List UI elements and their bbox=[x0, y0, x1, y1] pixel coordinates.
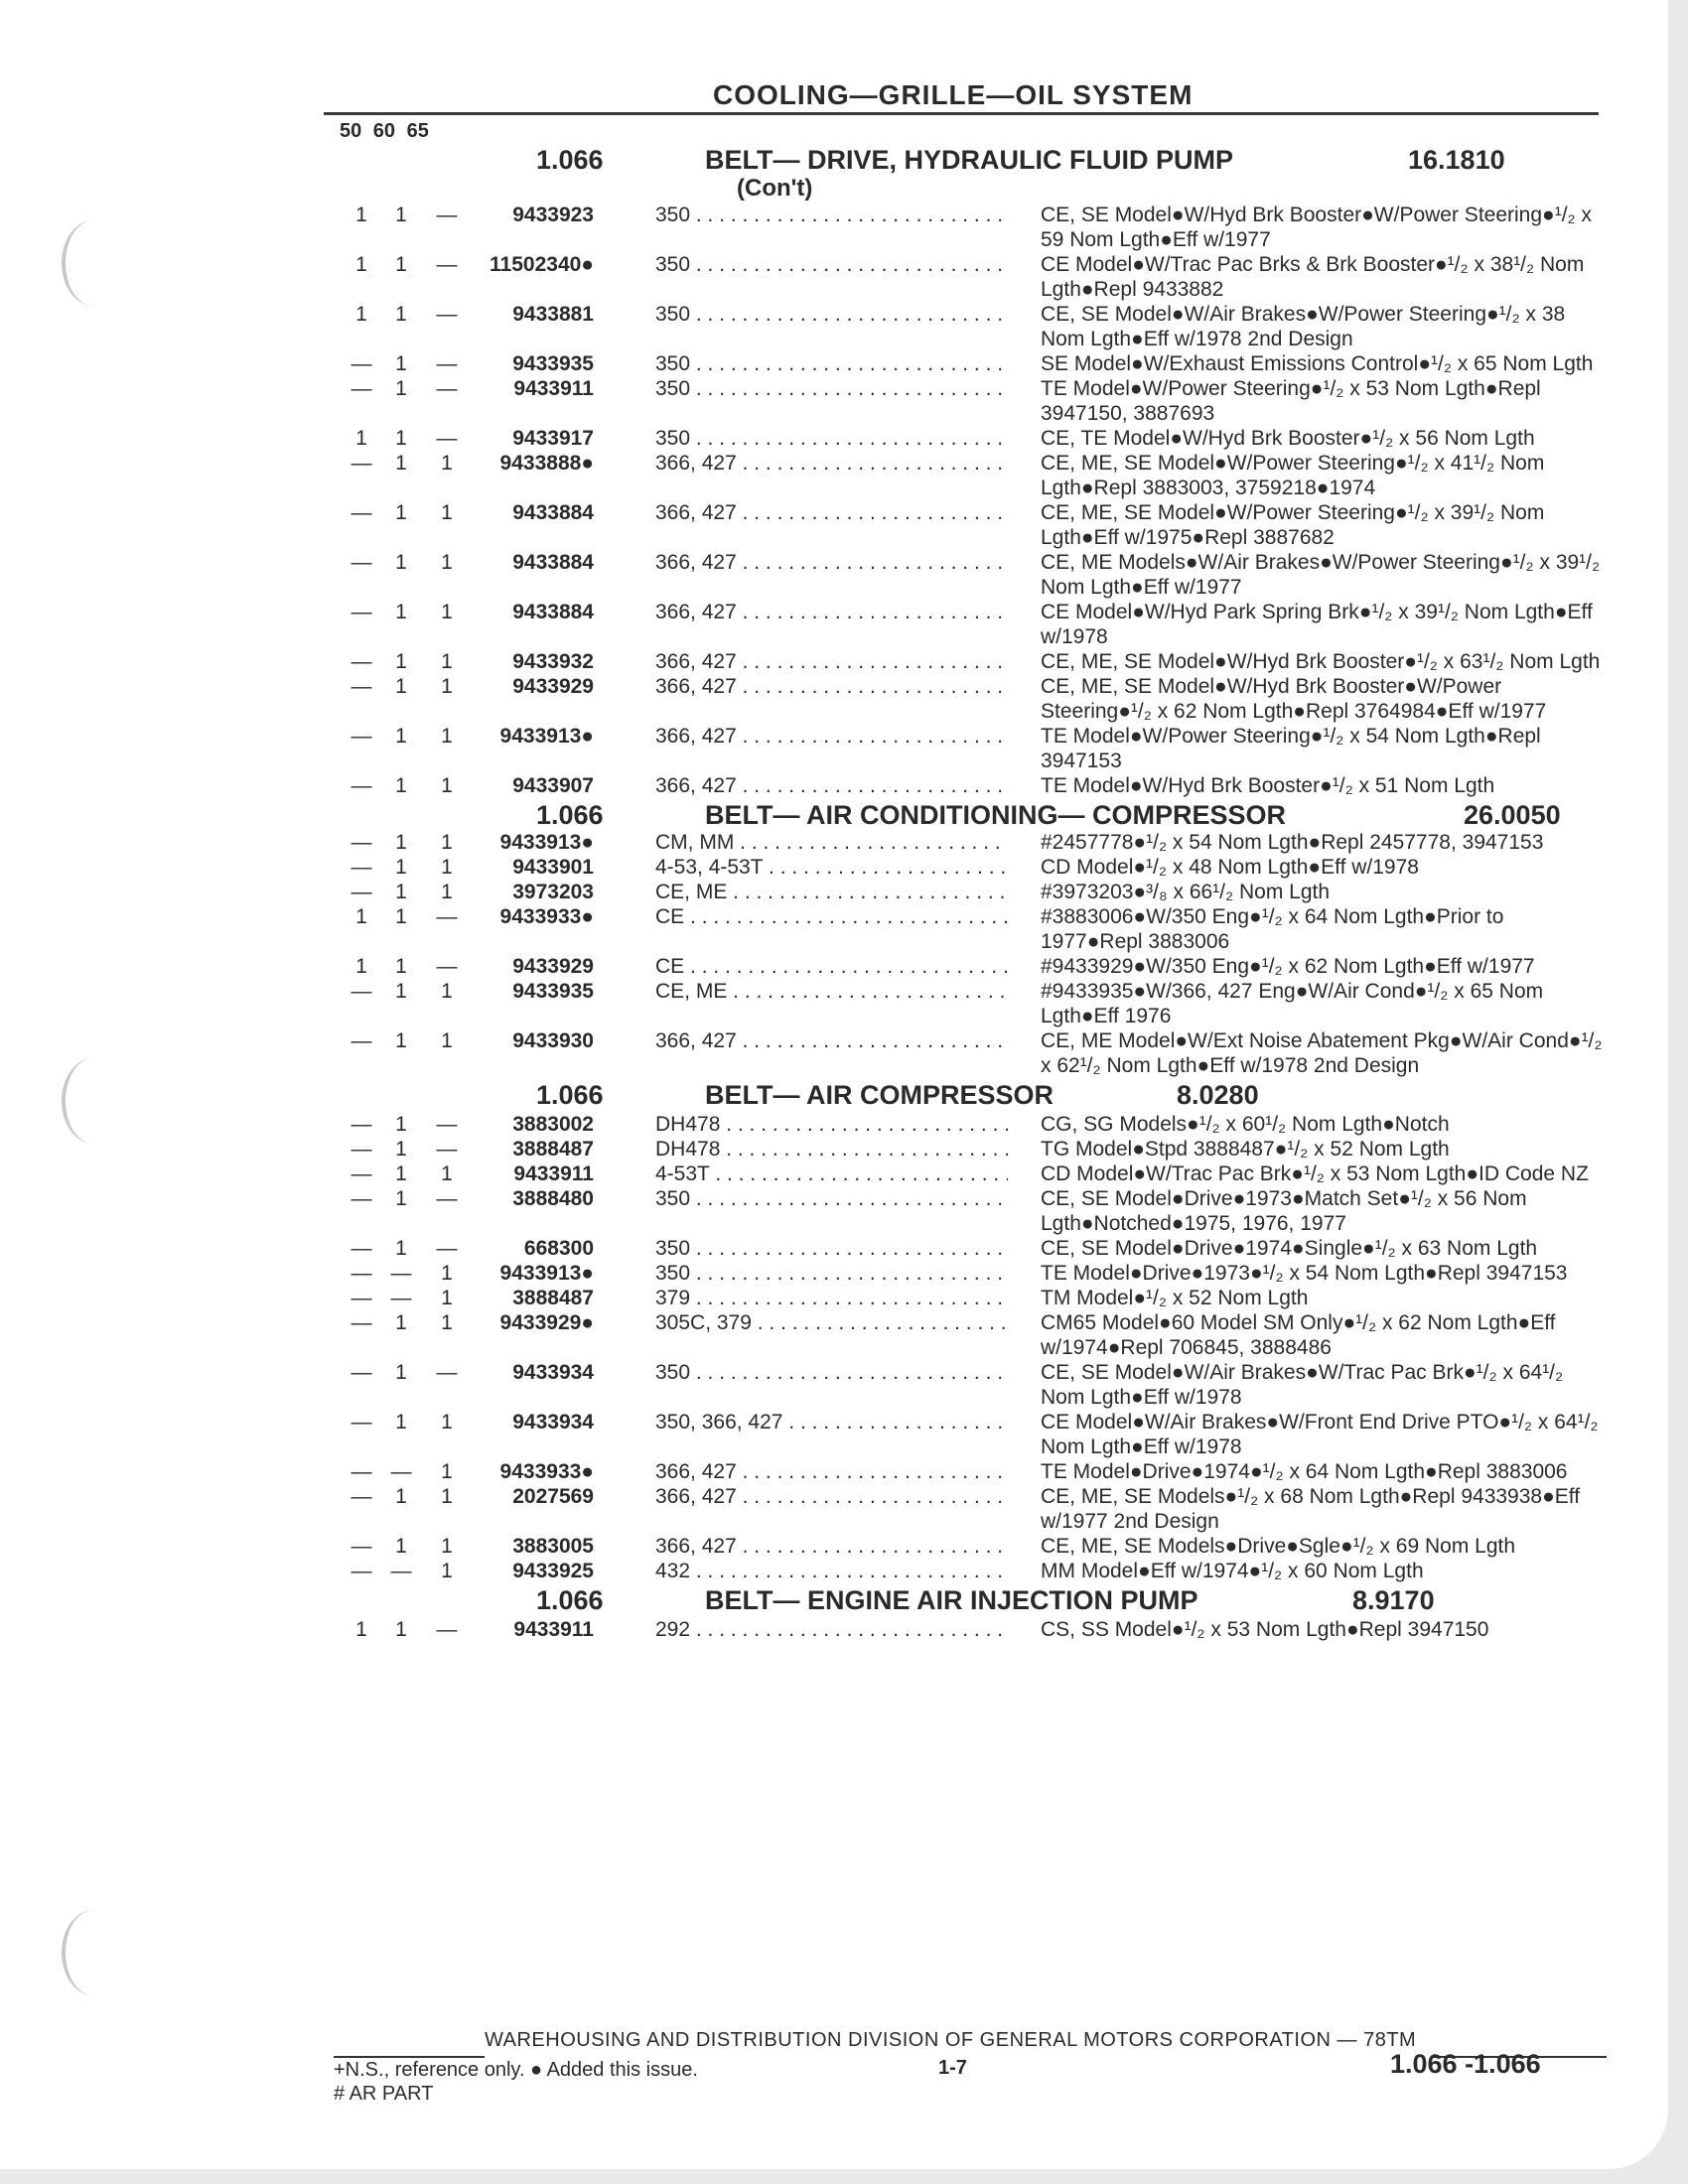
part-description: #3973203●³/₈ x 66¹/₂ Nom Lgth bbox=[1041, 881, 1331, 903]
part-number: 3973203 bbox=[512, 881, 594, 903]
part-number: 11502340● bbox=[490, 253, 594, 276]
qty-65: 1 bbox=[441, 856, 453, 879]
section-number: 1.066 bbox=[536, 145, 604, 175]
part-number: 9433934 bbox=[512, 1361, 594, 1384]
part-number: 9433881 bbox=[512, 303, 594, 326]
qty-65: — bbox=[436, 1361, 458, 1384]
qty-60: 1 bbox=[395, 856, 407, 879]
section-code: 16.1810 bbox=[1408, 145, 1505, 175]
model-applicability: 4-53T . . . bbox=[655, 1161, 1008, 1186]
footer-note-legend: +N.S., reference only. ● Added this issue. bbox=[334, 2059, 698, 2081]
section-header bbox=[0, 145, 1668, 203]
qty-50: — bbox=[351, 1361, 372, 1384]
part-row bbox=[0, 855, 1668, 880]
part-row bbox=[0, 880, 1668, 904]
qty-50: — bbox=[351, 774, 372, 797]
part-number: 9433933● bbox=[499, 1460, 594, 1483]
part-row bbox=[0, 1161, 1668, 1186]
part-row bbox=[0, 1534, 1668, 1559]
part-number: 9433917 bbox=[512, 427, 594, 450]
qty-65: 1 bbox=[441, 1311, 453, 1334]
part-row bbox=[0, 674, 1668, 724]
qty-65: — bbox=[436, 427, 458, 450]
model-applicability: 350 . . . bbox=[655, 302, 1008, 327]
qty-60: 1 bbox=[395, 650, 407, 673]
qty-60: 1 bbox=[395, 377, 407, 400]
qty-50: — bbox=[351, 1460, 372, 1483]
part-row bbox=[0, 500, 1668, 550]
qty-50: — bbox=[351, 856, 372, 879]
model-applicability: 350 . . . bbox=[655, 351, 1008, 376]
part-description: #9433929●W/350 Eng●¹/₂ x 62 Nom Lgth●Eff w/1977 bbox=[1041, 955, 1535, 978]
section-title: BELT— ENGINE AIR INJECTION PUMP bbox=[705, 1585, 1198, 1615]
model-applicability: 292 . . . bbox=[655, 1617, 1008, 1642]
qty-65: 1 bbox=[441, 601, 453, 623]
qty-50: 1 bbox=[355, 905, 367, 928]
qty-65: 1 bbox=[441, 774, 453, 797]
qty-65: 1 bbox=[441, 1560, 453, 1582]
part-description: TE Model●Drive●1974●¹/₂ x 64 Nom Lgth●Repl 3883006 bbox=[1041, 1460, 1568, 1483]
qty-50: — bbox=[351, 1138, 372, 1160]
part-number: 9433929 bbox=[512, 955, 594, 978]
model-applicability: 4-53, 4-53T . . . bbox=[655, 855, 1008, 880]
part-description: CE, ME, SE Models●¹/₂ x 68 Nom Lgth●Repl 9433938●Eff w/1977 2nd Design bbox=[1041, 1485, 1581, 1533]
model-applicability: 350 . . . bbox=[655, 203, 1008, 227]
qty-60: 1 bbox=[395, 1138, 407, 1160]
model-applicability: DH478 . . . bbox=[655, 1137, 1008, 1161]
part-number: 9433934 bbox=[512, 1411, 594, 1433]
model-applicability: CE, ME . . . bbox=[655, 880, 1008, 904]
part-row bbox=[0, 550, 1668, 600]
column-headers: 50 60 65 bbox=[340, 120, 429, 142]
qty-60: 1 bbox=[395, 1618, 407, 1641]
qty-65: 1 bbox=[441, 452, 453, 475]
model-applicability: 350 . . . bbox=[655, 1186, 1008, 1211]
part-description: CE Model●W/Air Brakes●W/Front End Drive PTO●¹/₂ x 64¹/₂ Nom Lgth●Eff w/1978 bbox=[1041, 1411, 1599, 1458]
part-description: CE, ME Model●W/Ext Noise Abatement Pkg●W/Air Cond●¹/₂ x 62¹/₂ Nom Lgth●Eff w/1978 2nd Design bbox=[1041, 1029, 1603, 1077]
qty-60: 1 bbox=[395, 831, 407, 854]
page-range: 1.066 -1.066 bbox=[1390, 2049, 1541, 2079]
footer-notes bbox=[334, 2058, 698, 2106]
model-applicability: CE . . . bbox=[655, 904, 1008, 929]
page-title: COOLING—GRILLE—OIL SYSTEM bbox=[713, 79, 1194, 110]
section-title: BELT— AIR CONDITIONING— COMPRESSOR bbox=[705, 800, 1287, 830]
qty-60: 1 bbox=[395, 955, 407, 978]
section-title: BELT— DRIVE, HYDRAULIC FLUID PUMP bbox=[705, 145, 1233, 175]
qty-60: 1 bbox=[395, 675, 407, 698]
qty-50: — bbox=[351, 1162, 372, 1185]
qty-60: 1 bbox=[395, 1361, 407, 1384]
qty-60: 1 bbox=[395, 303, 407, 326]
qty-50: — bbox=[351, 452, 372, 475]
model-applicability: 350 . . . bbox=[655, 1236, 1008, 1261]
part-number: 3883002 bbox=[512, 1113, 594, 1136]
part-row bbox=[0, 1459, 1668, 1484]
qty-65: — bbox=[436, 1618, 458, 1641]
qty-50: — bbox=[351, 650, 372, 673]
section-header bbox=[0, 800, 1668, 830]
part-number: 3883005 bbox=[512, 1535, 594, 1558]
qty-60: — bbox=[390, 1560, 412, 1582]
qty-65: 1 bbox=[441, 881, 453, 903]
part-number: 9433907 bbox=[512, 774, 594, 797]
part-number: 9433923 bbox=[512, 204, 594, 226]
qty-50: 1 bbox=[355, 1618, 367, 1641]
part-description: CM65 Model●60 Model SM Only●¹/₂ x 62 Nom Lgth●Eff w/1974●Repl 706845, 3888486 bbox=[1041, 1311, 1556, 1359]
qty-50: — bbox=[351, 1560, 372, 1582]
model-applicability: 366, 427 . . . bbox=[655, 1484, 1008, 1509]
qty-60: 1 bbox=[395, 253, 407, 276]
section-header bbox=[0, 1585, 1668, 1617]
qty-65: 1 bbox=[441, 1287, 453, 1309]
part-description: SE Model●W/Exhaust Emissions Control●¹/₂ x 65 Nom Lgth bbox=[1041, 352, 1594, 375]
part-row bbox=[0, 954, 1668, 979]
part-description: CE, ME Models●W/Air Brakes●W/Power Steering●¹/₂ x 39¹/₂ Nom Lgth●Eff w/1977 bbox=[1041, 551, 1601, 599]
title-rule bbox=[324, 112, 1599, 115]
qty-60: 1 bbox=[395, 501, 407, 524]
model-applicability: 305C, 379 . . . bbox=[655, 1310, 1008, 1335]
qty-65: 1 bbox=[441, 675, 453, 698]
qty-60: 1 bbox=[395, 1162, 407, 1185]
part-description: TE Model●W/Hyd Brk Booster●¹/₂ x 51 Nom Lgth bbox=[1041, 774, 1495, 797]
qty-60: 1 bbox=[395, 601, 407, 623]
part-number: 9433929 bbox=[512, 675, 594, 698]
binder-hole bbox=[62, 1910, 125, 1995]
part-number: 9433884 bbox=[512, 501, 594, 524]
qty-65: — bbox=[436, 1113, 458, 1136]
qty-65: — bbox=[436, 905, 458, 928]
model-applicability: 350, 366, 427 . . . bbox=[655, 1410, 1008, 1434]
section-header bbox=[0, 1080, 1668, 1112]
qty-60: — bbox=[390, 1460, 412, 1483]
qty-65: 1 bbox=[441, 1029, 453, 1052]
part-description: CE, SE Model●W/Air Brakes●W/Trac Pac Brk●¹/₂ x 64¹/₂ Nom Lgth●Eff w/1978 bbox=[1041, 1361, 1564, 1409]
model-applicability: CM, MM . . . bbox=[655, 830, 1008, 855]
part-number: 3888480 bbox=[512, 1187, 594, 1210]
qty-50: — bbox=[351, 980, 372, 1003]
part-number: 9433913● bbox=[499, 1262, 594, 1285]
qty-50: — bbox=[351, 1311, 372, 1334]
section-number: 1.066 bbox=[536, 800, 604, 830]
qty-65: — bbox=[436, 1237, 458, 1260]
part-number: 9433930 bbox=[512, 1029, 594, 1052]
part-description: CE Model●W/Hyd Park Spring Brk●¹/₂ x 39¹/₂ Nom Lgth●Eff w/1978 bbox=[1041, 601, 1593, 648]
qty-65: — bbox=[436, 1138, 458, 1160]
qty-60: 1 bbox=[395, 1485, 407, 1508]
model-applicability: 366, 427 . . . bbox=[655, 1459, 1008, 1484]
part-number: 9433933● bbox=[499, 905, 594, 928]
qty-60: 1 bbox=[395, 1029, 407, 1052]
part-row bbox=[0, 1186, 1668, 1236]
qty-50: — bbox=[351, 881, 372, 903]
part-description: CD Model●¹/₂ x 48 Nom Lgth●Eff w/1978 bbox=[1041, 856, 1419, 879]
page-number: 1-7 bbox=[938, 2057, 967, 2079]
part-number: 9433913● bbox=[499, 725, 594, 748]
part-row bbox=[0, 1112, 1668, 1137]
footer-division: WAREHOUSING AND DISTRIBUTION DIVISION OF GENERAL MOTORS CORPORATION — 78TM bbox=[485, 2029, 1417, 2051]
part-description: TE Model●Drive●1973●¹/₂ x 54 Nom Lgth●Repl 3947153 bbox=[1041, 1262, 1568, 1285]
qty-65: 1 bbox=[441, 551, 453, 574]
part-row bbox=[0, 252, 1668, 302]
model-applicability: DH478 . . . bbox=[655, 1112, 1008, 1137]
part-number: 9433935 bbox=[512, 352, 594, 375]
part-number: 9433932 bbox=[512, 650, 594, 673]
qty-65: — bbox=[436, 352, 458, 375]
qty-50: 1 bbox=[355, 427, 367, 450]
part-row bbox=[0, 979, 1668, 1028]
qty-50: — bbox=[351, 377, 372, 400]
model-applicability: CE . . . bbox=[655, 954, 1008, 979]
part-row bbox=[0, 724, 1668, 773]
qty-50: 1 bbox=[355, 955, 367, 978]
qty-65: 1 bbox=[441, 501, 453, 524]
part-description: CG, SG Models●¹/₂ x 60¹/₂ Nom Lgth●Notch bbox=[1041, 1113, 1450, 1136]
model-applicability: CE, ME . . . bbox=[655, 979, 1008, 1004]
part-description: TE Model●W/Power Steering●¹/₂ x 53 Nom Lgth●Repl 3947150, 3887693 bbox=[1041, 377, 1541, 425]
part-description: CE, SE Model●W/Hyd Brk Booster●W/Power Steering●¹/₂ x 59 Nom Lgth●Eff w/1977 bbox=[1041, 204, 1593, 251]
part-number: 9433911 bbox=[513, 1162, 594, 1185]
part-description: CE, ME, SE Model●W/Hyd Brk Booster●W/Power Steering●¹/₂ x 62 Nom Lgth●Repl 3764984●Eff w/1977 bbox=[1041, 675, 1547, 723]
model-applicability: 350 . . . bbox=[655, 1261, 1008, 1286]
part-row bbox=[0, 302, 1668, 351]
model-applicability: 366, 427 . . . bbox=[655, 550, 1008, 575]
qty-50: — bbox=[351, 551, 372, 574]
part-description: CD Model●W/Trac Pac Brk●¹/₂ x 53 Nom Lgth●ID Code NZ bbox=[1041, 1162, 1589, 1185]
qty-65: 1 bbox=[441, 1460, 453, 1483]
qty-50: 1 bbox=[355, 303, 367, 326]
qty-65: — bbox=[436, 1187, 458, 1210]
part-number: 9433888● bbox=[499, 452, 594, 475]
part-number: 3888487 bbox=[512, 1287, 594, 1309]
qty-50: — bbox=[351, 1411, 372, 1433]
qty-65: — bbox=[436, 955, 458, 978]
qty-60: 1 bbox=[395, 551, 407, 574]
part-number: 668300 bbox=[523, 1237, 594, 1260]
qty-50: — bbox=[351, 831, 372, 854]
section-code: 8.9170 bbox=[1352, 1585, 1435, 1615]
qty-50: — bbox=[351, 501, 372, 524]
part-number: 9433913● bbox=[499, 831, 594, 854]
parts-list bbox=[0, 145, 1668, 1642]
part-description: CE, ME, SE Model●W/Hyd Brk Booster●¹/₂ x 63¹/₂ Nom Lgth bbox=[1041, 650, 1601, 673]
part-row bbox=[0, 451, 1668, 500]
qty-65: 1 bbox=[441, 831, 453, 854]
part-row bbox=[0, 1360, 1668, 1410]
section-code: 8.0280 bbox=[1177, 1080, 1259, 1110]
qty-60: 1 bbox=[395, 452, 407, 475]
qty-50: 1 bbox=[355, 204, 367, 226]
model-applicability: 366, 427 . . . bbox=[655, 600, 1008, 624]
part-description: #3883006●W/350 Eng●¹/₂ x 64 Nom Lgth●Prior to 1977●Repl 3883006 bbox=[1041, 905, 1504, 953]
part-description: CE Model●W/Trac Pac Brks & Brk Booster●¹/₂ x 38¹/₂ Nom Lgth●Repl 9433882 bbox=[1041, 253, 1585, 301]
part-row bbox=[0, 904, 1668, 954]
qty-60: 1 bbox=[395, 905, 407, 928]
part-row bbox=[0, 351, 1668, 376]
part-row bbox=[0, 830, 1668, 855]
part-row bbox=[0, 649, 1668, 674]
qty-65: 1 bbox=[441, 980, 453, 1003]
continued-label: (Con't) bbox=[737, 175, 813, 202]
qty-65: 1 bbox=[441, 650, 453, 673]
qty-65: 1 bbox=[441, 1485, 453, 1508]
qty-60: — bbox=[390, 1262, 412, 1285]
qty-60: 1 bbox=[395, 980, 407, 1003]
part-row bbox=[0, 1559, 1668, 1583]
qty-60: 1 bbox=[395, 1187, 407, 1210]
model-applicability: 366, 427 . . . bbox=[655, 451, 1008, 476]
part-row bbox=[0, 1028, 1668, 1078]
part-number: 9433884 bbox=[512, 551, 594, 574]
model-applicability: 366, 427 . . . bbox=[655, 773, 1008, 798]
qty-50: — bbox=[351, 1535, 372, 1558]
part-row bbox=[0, 1236, 1668, 1261]
qty-65: — bbox=[436, 253, 458, 276]
qty-60: 1 bbox=[395, 1237, 407, 1260]
part-description: TM Model●¹/₂ x 52 Nom Lgth bbox=[1041, 1287, 1309, 1309]
part-description: MM Model●Eff w/1974●¹/₂ x 60 Nom Lgth bbox=[1041, 1560, 1424, 1582]
qty-60: 1 bbox=[395, 881, 407, 903]
qty-50: — bbox=[351, 1029, 372, 1052]
qty-65: 1 bbox=[441, 1535, 453, 1558]
model-applicability: 350 . . . bbox=[655, 1360, 1008, 1385]
qty-50: — bbox=[351, 1262, 372, 1285]
qty-50: — bbox=[351, 1485, 372, 1508]
qty-65: — bbox=[436, 303, 458, 326]
part-row bbox=[0, 773, 1668, 798]
qty-50: — bbox=[351, 352, 372, 375]
qty-65: 1 bbox=[441, 725, 453, 748]
qty-65: 1 bbox=[441, 1162, 453, 1185]
part-row bbox=[0, 1310, 1668, 1360]
part-row bbox=[0, 1617, 1668, 1642]
qty-65: 1 bbox=[441, 1262, 453, 1285]
part-description: CE, SE Model●W/Air Brakes●W/Power Steering●¹/₂ x 38 Nom Lgth●Eff w/1978 2nd Design bbox=[1041, 303, 1566, 350]
qty-60: 1 bbox=[395, 774, 407, 797]
footer-note-ar: # AR PART bbox=[334, 2083, 434, 2105]
part-description: CE, ME, SE Model●W/Power Steering●¹/₂ x 41¹/₂ Nom Lgth●Repl 3883003, 3759218●1974 bbox=[1041, 452, 1545, 499]
section-title: BELT— AIR COMPRESSOR bbox=[705, 1080, 1055, 1110]
part-description: TG Model●Stpd 3888487●¹/₂ x 52 Nom Lgth bbox=[1041, 1138, 1450, 1160]
part-row bbox=[0, 203, 1668, 252]
part-row bbox=[0, 1484, 1668, 1534]
qty-50: — bbox=[351, 1287, 372, 1309]
qty-60: 1 bbox=[395, 1113, 407, 1136]
model-applicability: 366, 427 . . . bbox=[655, 1028, 1008, 1053]
part-description: CE, ME, SE Model●W/Power Steering●¹/₂ x 39¹/₂ Nom Lgth●Eff w/1975●Repl 3887682 bbox=[1041, 501, 1545, 549]
qty-60: 1 bbox=[395, 1311, 407, 1334]
part-description: CE, ME, SE Models●Drive●Sgle●¹/₂ x 69 Nom Lgth bbox=[1041, 1535, 1516, 1558]
qty-50: 1 bbox=[355, 253, 367, 276]
qty-50: — bbox=[351, 1237, 372, 1260]
part-number: 3888487 bbox=[512, 1138, 594, 1160]
part-description: CS, SS Model●¹/₂ x 53 Nom Lgth●Repl 3947150 bbox=[1041, 1618, 1489, 1641]
part-description: #2457778●¹/₂ x 54 Nom Lgth●Repl 2457778, 3947153 bbox=[1041, 831, 1544, 854]
part-number: 9433911 bbox=[513, 1618, 594, 1641]
qty-65: 1 bbox=[441, 1411, 453, 1433]
model-applicability: 350 . . . bbox=[655, 376, 1008, 401]
model-applicability: 366, 427 . . . bbox=[655, 500, 1008, 525]
part-number: 9433884 bbox=[512, 601, 594, 623]
model-applicability: 366, 427 . . . bbox=[655, 674, 1008, 699]
qty-65: — bbox=[436, 377, 458, 400]
qty-60: 1 bbox=[395, 1535, 407, 1558]
part-description: CE, TE Model●W/Hyd Brk Booster●¹/₂ x 56 Nom Lgth bbox=[1041, 427, 1535, 450]
qty-60: 1 bbox=[395, 204, 407, 226]
section-number: 1.066 bbox=[536, 1080, 604, 1110]
qty-60: 1 bbox=[395, 427, 407, 450]
part-row bbox=[0, 376, 1668, 426]
qty-60: 1 bbox=[395, 1411, 407, 1433]
part-row bbox=[0, 600, 1668, 649]
qty-50: — bbox=[351, 725, 372, 748]
part-number: 9433925 bbox=[512, 1560, 594, 1582]
qty-65: — bbox=[436, 204, 458, 226]
part-number: 2027569 bbox=[512, 1485, 594, 1508]
part-number: 9433911 bbox=[513, 377, 594, 400]
qty-50: — bbox=[351, 1113, 372, 1136]
model-applicability: 379 . . . bbox=[655, 1286, 1008, 1310]
part-row bbox=[0, 426, 1668, 451]
part-row bbox=[0, 1410, 1668, 1459]
qty-60: 1 bbox=[395, 725, 407, 748]
qty-60: 1 bbox=[395, 352, 407, 375]
qty-60: — bbox=[390, 1287, 412, 1309]
part-number: 9433929● bbox=[499, 1311, 594, 1334]
model-applicability: 366, 427 . . . bbox=[655, 649, 1008, 674]
section-number: 1.066 bbox=[536, 1585, 604, 1615]
model-applicability: 350 . . . bbox=[655, 252, 1008, 277]
part-number: 9433901 bbox=[512, 856, 594, 879]
model-applicability: 366, 427 . . . bbox=[655, 1534, 1008, 1559]
part-description: CE, SE Model●Drive●1973●Match Set●¹/₂ x 56 Nom Lgth●Notched●1975, 1976, 1977 bbox=[1041, 1187, 1527, 1235]
part-description: CE, SE Model●Drive●1974●Single●¹/₂ x 63 Nom Lgth bbox=[1041, 1237, 1538, 1260]
model-applicability: 350 . . . bbox=[655, 426, 1008, 451]
part-row bbox=[0, 1261, 1668, 1286]
model-applicability: 366, 427 . . . bbox=[655, 724, 1008, 749]
part-row bbox=[0, 1137, 1668, 1161]
model-applicability: 432 . . . bbox=[655, 1559, 1008, 1583]
section-code: 26.0050 bbox=[1464, 800, 1561, 830]
part-description: TE Model●W/Power Steering●¹/₂ x 54 Nom Lgth●Repl 3947153 bbox=[1041, 725, 1541, 772]
qty-50: — bbox=[351, 1187, 372, 1210]
qty-50: — bbox=[351, 601, 372, 623]
part-number: 9433935 bbox=[512, 980, 594, 1003]
qty-50: — bbox=[351, 675, 372, 698]
part-description: #9433935●W/366, 427 Eng●W/Air Cond●¹/₂ x 65 Nom Lgth●Eff 1976 bbox=[1041, 980, 1544, 1027]
part-row bbox=[0, 1286, 1668, 1310]
